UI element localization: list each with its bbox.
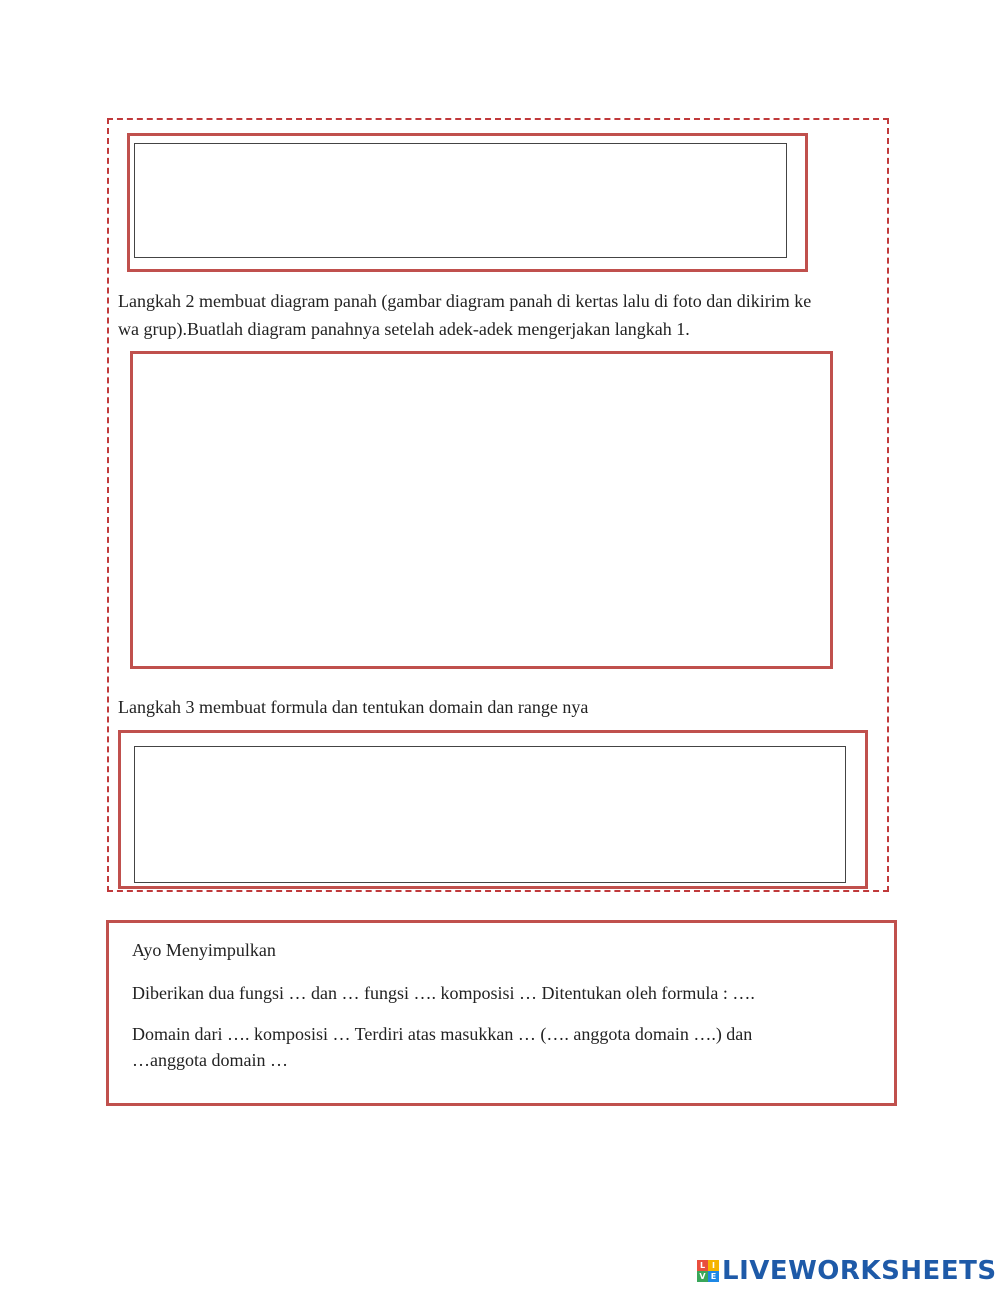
- logo-icon-letter-e: E: [708, 1271, 719, 1282]
- step2-instruction-line1: Langkah 2 membuat diagram panah (gambar diagram panah di kertas lalu di foto dan dikirim ke: [118, 291, 812, 311]
- liveworksheets-logo: [697, 1256, 997, 1286]
- liveworksheets-logo-icon: [697, 1260, 719, 1282]
- conclusion-line2: Domain dari …. komposisi … Terdiri atas masukkan … (…. anggota domain ….) dan: [132, 1024, 753, 1044]
- conclusion-line3: …anggota domain …: [132, 1050, 288, 1070]
- step1-answer-field[interactable]: [134, 143, 787, 258]
- logo-icon-letter-l: L: [697, 1260, 708, 1271]
- step3-instruction: Langkah 3 membuat formula dan tentukan domain dan range nya: [118, 697, 589, 717]
- logo-icon-letter-v: V: [697, 1271, 708, 1282]
- conclusion-title: Ayo Menyimpulkan: [132, 940, 276, 960]
- step3-answer-field[interactable]: [134, 746, 846, 883]
- step2-diagram-box[interactable]: [130, 351, 833, 669]
- liveworksheets-logo-text: LIVEWORKSHEETS: [722, 1256, 997, 1286]
- conclusion-line1: Diberikan dua fungsi … dan … fungsi …. komposisi … Ditentukan oleh formula : ….: [132, 983, 755, 1003]
- logo-icon-letter-i: I: [708, 1260, 719, 1271]
- step2-instruction-line2: wa grup).Buatlah diagram panahnya setelah adek-adek mengerjakan langkah 1.: [118, 319, 690, 339]
